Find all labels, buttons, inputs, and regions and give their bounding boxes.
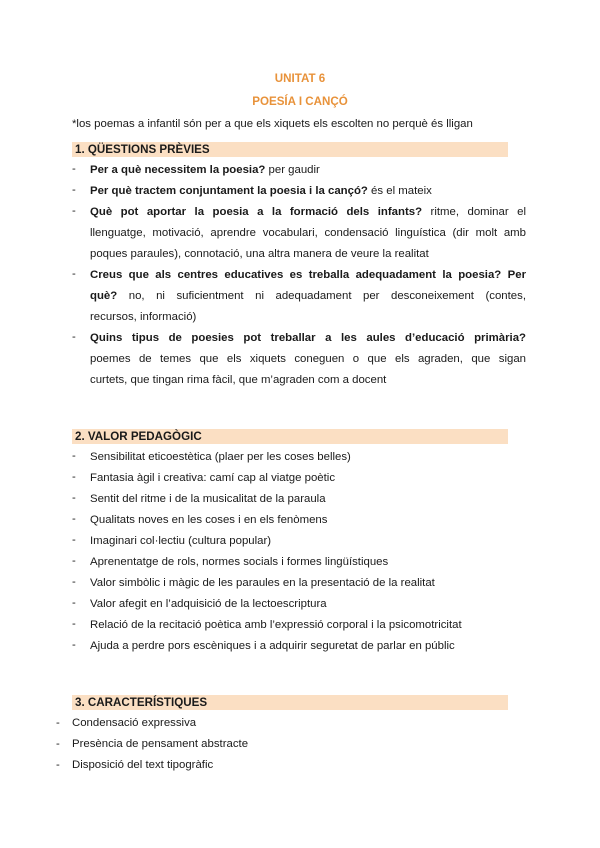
bullet-dash: - <box>72 513 76 525</box>
list-item-text: Relació de la recitació poètica amb l’expressió corporal i la psicomotricitat <box>90 619 462 631</box>
question-text: què? <box>90 290 118 302</box>
answer-text: poemes de temes que els xiquets coneguen o que els agraden, que sigan <box>90 353 526 365</box>
answer-text: llenguatge, motivació, aprendre vocabulari, condensació linguística (dir molt amb <box>90 227 526 239</box>
bullet-dash: - <box>72 184 76 196</box>
bullet-dash: - <box>72 618 76 630</box>
bullet-dash: - <box>72 534 76 546</box>
intro-note: *los poemas a infantil són per a que els xiquets els escolten no perquè és lligan <box>72 118 473 130</box>
answer-text: recursos, informació) <box>90 311 197 323</box>
unit-title: UNITAT 6 <box>274 72 326 85</box>
list-item-text: Fantasia àgil i creativa: camí cap al viatge poètic <box>90 472 336 484</box>
list-item-text: Ajuda a perdre pors escèniques i a adquirir seguretat de parlar en públic <box>90 640 455 652</box>
answer-text: no, ni suficientment ni adequadament per desconeixement (contes, <box>117 290 526 302</box>
bullet-dash: - <box>72 268 76 280</box>
question-text: Per què tractem conjuntament la poesia i la cançó? <box>90 185 368 197</box>
question-text: Creus que als centres educatives es treballa adequadament la poesia? Per <box>90 269 526 281</box>
answer-text: per gaudir <box>265 164 320 176</box>
section-header-pedagogic <box>72 429 508 444</box>
bullet-dash: - <box>72 639 76 651</box>
bullet-dash: - <box>72 555 76 567</box>
bullet-dash: - <box>72 597 76 609</box>
list-item-text: Condensació expressiva <box>72 717 197 729</box>
list-item-text: Disposició del text tipogràfic <box>72 759 214 771</box>
bullet-dash: - <box>72 163 76 175</box>
answer-text: curtets, que tingan rima fàcil, que m’agraden com a docent <box>90 374 387 386</box>
bullet-dash: - <box>72 450 76 462</box>
question-text: Què pot aportar la poesia a la formació dels infants? <box>90 206 423 218</box>
bullet-dash: - <box>56 759 60 771</box>
section-title: 1. QÜESTIONS PRÈVIES <box>75 143 210 156</box>
bullet-dash: - <box>72 492 76 504</box>
list-item-text: Sensibilitat eticoestètica (plaer per les coses belles) <box>90 451 351 463</box>
bullet-dash: - <box>72 471 76 483</box>
section-title: 2. VALOR PEDAGÒGIC <box>75 430 202 443</box>
list-item-text: Aprenentatge de rols, normes socials i formes lingüístiques <box>90 556 389 568</box>
list-item-text: Qualitats noves en les coses i en els fenòmens <box>90 514 328 526</box>
section-title: 3. CARACTERÍSTIQUES <box>75 696 208 709</box>
section-header-characteristics <box>72 695 508 710</box>
bullet-dash: - <box>72 205 76 217</box>
bullet-dash: - <box>72 331 76 343</box>
bullet-dash: - <box>56 738 60 750</box>
list-item-text: Sentit del ritme i de la musicalitat de la paraula <box>90 493 326 505</box>
bullet-dash: - <box>56 717 60 729</box>
page-title: POESÍA I CANÇÓ <box>252 95 348 108</box>
bullet-dash: - <box>72 576 76 588</box>
list-item-text: Imaginari col·lectiu (cultura popular) <box>90 535 272 547</box>
answer-text: ritme, dominar el <box>422 206 526 218</box>
question-text: Quins tipus de poesies pot treballar a les aules d’educació primària? <box>90 332 526 344</box>
question-text: Per a què necessitem la poesia? <box>90 164 266 176</box>
list-item-text: Valor simbòlic i màgic de les paraules en la presentació de la realitat <box>90 577 435 589</box>
list-item-text: Valor afegit en l’adquisició de la lectoescriptura <box>90 598 327 610</box>
section-header-questions <box>72 142 508 157</box>
list-item-text: Presència de pensament abstracte <box>72 738 249 750</box>
answer-text: poques paraules), connotació, una altra manera de veure la realitat <box>90 248 429 260</box>
answer-text: és el mateix <box>367 185 432 197</box>
